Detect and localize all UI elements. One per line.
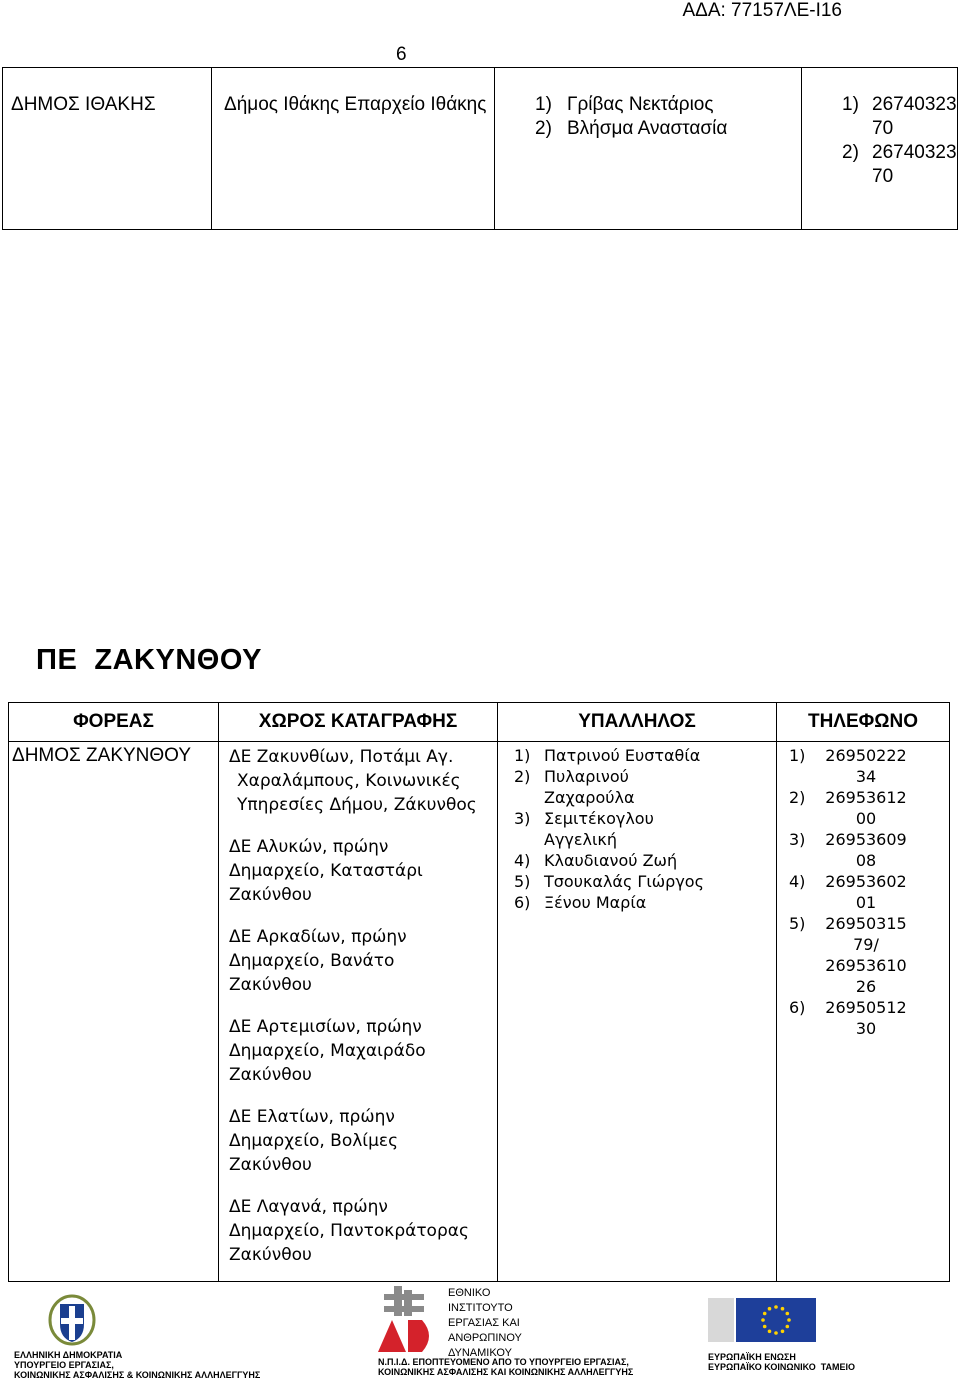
phone-value xyxy=(819,913,913,997)
section-title: ΠΕ ΖΑΚΥΝΘΟΥ xyxy=(36,644,262,676)
item-number: 3) xyxy=(514,809,531,828)
phone-line: 26950315 xyxy=(825,914,907,933)
location-line: Δημαρχείο, Βανάτο xyxy=(229,951,395,971)
item-number: 1) xyxy=(789,746,806,765)
header-tilefono: ΤΗΛΕΦΩΝΟ xyxy=(777,703,950,742)
eu-star-icon xyxy=(768,1330,772,1334)
foreas-cell xyxy=(3,68,212,230)
location-line: Δημαρχείο, Παντοκράτορας xyxy=(229,1221,469,1241)
location-entry xyxy=(229,835,497,907)
item-number: 5) xyxy=(514,872,531,891)
employee-name: Κλαυδιανού Ζωή xyxy=(544,851,678,870)
list-item xyxy=(514,850,776,871)
list-item xyxy=(789,871,949,913)
phone-line: 26 xyxy=(855,977,877,996)
phone-value xyxy=(819,997,913,1039)
list-item xyxy=(842,141,957,189)
employees-cell xyxy=(498,742,777,1282)
location-line: Ζακύνθου xyxy=(229,885,312,905)
header-foreas: ΦΟΡΕΑΣ xyxy=(9,703,219,742)
phone-value xyxy=(819,871,913,913)
list-item xyxy=(789,997,949,1039)
employee-name: Σεμιτέκογλου xyxy=(544,809,654,828)
caption-line: ΚΟΙΝΩΝΙΚΗΣ ΑΣΦΑΛΙΣΗΣ & ΚΟΙΝΩΝΙΚΗΣ ΑΛΛΗΛΕΓΓΥΗΣ xyxy=(14,1370,261,1380)
location-line: ΔΕ Αρτεμισίων, πρώην xyxy=(229,1017,422,1037)
employee-list xyxy=(535,93,801,141)
eu-star-icon xyxy=(786,1312,790,1316)
item-number: 5) xyxy=(789,914,806,933)
phone-value xyxy=(819,787,913,829)
phone-line: 26950222 xyxy=(825,746,907,765)
phone-line: 30 xyxy=(855,1019,877,1038)
item-number: 2) xyxy=(789,788,806,807)
phone-line: 26953612 xyxy=(825,788,907,807)
eu-star-icon xyxy=(763,1325,767,1329)
location-line: ΔΕ Αλυκών, πρώην xyxy=(229,837,389,857)
location-entry xyxy=(229,745,497,817)
item-number: 3) xyxy=(789,830,806,849)
xoros-text: Δήμος Ιθάκης Επαρχείο Ιθάκης xyxy=(224,94,487,115)
eu-star-icon xyxy=(768,1307,772,1311)
location-line: Ζακύνθου xyxy=(229,1155,312,1175)
list-item xyxy=(535,117,801,141)
eu-star-icon xyxy=(763,1312,767,1316)
item-number: 6) xyxy=(789,998,806,1017)
list-item xyxy=(789,829,949,871)
location-line: Χαραλάμπους, Κοινωνικές xyxy=(237,771,461,791)
phone-line: 08 xyxy=(855,851,877,870)
location-line: Δημαρχείο, Βολίμες xyxy=(229,1131,399,1151)
employee-name: Πυλαρινού xyxy=(544,767,629,786)
employee-list xyxy=(514,745,776,913)
eu-star-icon xyxy=(787,1318,791,1322)
eu-star-icon xyxy=(774,1331,778,1335)
institute-name xyxy=(448,1286,522,1361)
location-line: ΔΕ Λαγανά, πρώην xyxy=(229,1197,388,1217)
table-row xyxy=(3,68,958,230)
top-table xyxy=(2,67,958,230)
location-line: ΔΕ Ζακυνθίων, Ποτάμι Αγ. xyxy=(229,747,454,767)
institute-line: ΔΥΝΑΜΙΚΟΥ xyxy=(448,1347,512,1359)
page-number: 6 xyxy=(396,44,407,65)
institute-line: ΙΝΣΤΙΤΟΥΤΟ xyxy=(448,1302,513,1314)
item-number: 2) xyxy=(535,118,552,139)
phones-cell xyxy=(777,742,950,1282)
phone-part-b: 70 xyxy=(872,166,894,187)
location-line: Υπηρεσίες Δήμου, Ζάκυνθος xyxy=(237,795,477,815)
location-entry xyxy=(229,925,497,997)
institute-line: ΕΡΓΑΣΙΑΣ ΚΑΙ xyxy=(448,1317,520,1329)
employee-name: Πατρινού Ευσταθία xyxy=(544,746,701,765)
list-item xyxy=(514,871,776,892)
zakynthos-table xyxy=(8,702,950,1282)
location-line: Δημαρχείο, Καταστάρι xyxy=(229,861,423,881)
phone-value xyxy=(872,141,957,189)
foreas-text: ΔΗΜΟΣ ΙΘΑΚΗΣ xyxy=(11,94,156,115)
phone-line: 00 xyxy=(855,809,877,828)
location-entry xyxy=(229,1105,497,1177)
phone-list xyxy=(842,93,957,189)
item-number: 2) xyxy=(842,142,859,163)
item-number: 1) xyxy=(535,94,552,115)
caption-line: ΥΠΟΥΡΓΕΙΟ ΕΡΓΑΣΙΑΣ, xyxy=(14,1360,114,1370)
header-ypallilos: ΥΠΑΛΛΗΛΟΣ xyxy=(498,703,777,742)
institute-caption xyxy=(378,1357,633,1377)
list-item xyxy=(514,808,776,829)
item-number: 4) xyxy=(789,872,806,891)
caption-line: ΚΟΙΝΩΝΙΚΗΣ ΑΣΦΑΛΙΣΗΣ ΚΑΙ ΚΟΙΝΩΝΙΚΗΣ ΑΛΛΗΛΕΓΓΥΗΣ xyxy=(378,1367,634,1377)
eu-star-icon xyxy=(774,1305,778,1309)
eu-star-icon xyxy=(781,1307,785,1311)
phone-line: 79/ xyxy=(853,935,879,954)
table-row xyxy=(9,742,950,1282)
eu-caption xyxy=(708,1352,855,1372)
list-item-continuation: Αγγελική xyxy=(544,830,617,849)
header-xoros: ΧΩΡΟΣ ΚΑΤΑΓΡΑΦΗΣ xyxy=(219,703,498,742)
phone-line: 26950512 xyxy=(825,998,907,1017)
caption-line: ΕΛΛΗΝΙΚΗ ΔΗΜΟΚΡΑΤΙΑ xyxy=(14,1350,123,1360)
location-entry xyxy=(229,1195,497,1267)
caption-line: ΕΥΡΩΠΑΪΚΗ ΕΝΩΣΗ xyxy=(708,1352,796,1362)
employee-cell xyxy=(495,68,802,230)
phone-line: 26953609 xyxy=(825,830,907,849)
phone-part-b: 70 xyxy=(872,118,894,139)
ministry-caption xyxy=(14,1350,260,1380)
item-number: 6) xyxy=(514,893,531,912)
list-item xyxy=(535,93,801,117)
employee-name: Ξένου Μαρία xyxy=(544,893,647,912)
foreas-cell xyxy=(9,742,219,1282)
employee-name: Βλήσμα Αναστασία xyxy=(567,118,728,139)
item-number: 4) xyxy=(514,851,531,870)
phone-value xyxy=(819,745,913,787)
phone-part-a: 26740323 xyxy=(872,142,957,163)
phone-line: 34 xyxy=(855,767,877,786)
greek-coat-of-arms-icon xyxy=(48,1294,96,1346)
item-number: 2) xyxy=(514,767,531,786)
location-line: Ζακύνθου xyxy=(229,975,312,995)
eu-star-icon xyxy=(761,1318,765,1322)
eu-flag-icon xyxy=(708,1292,818,1350)
document-id: ΑΔΑ: 77157ΛΕ-Ι16 xyxy=(682,0,842,21)
locations-cell xyxy=(219,742,498,1282)
phone-line: 26953602 xyxy=(825,872,907,891)
list-item xyxy=(514,766,776,787)
list-item xyxy=(842,93,957,141)
eiead-logo-icon xyxy=(378,1286,442,1354)
list-item xyxy=(789,745,949,787)
item-number: 1) xyxy=(514,746,531,765)
foreas-text: ΔΗΜΟΣ ΖΑΚΥΝΘΟΥ xyxy=(12,745,192,766)
phone-list xyxy=(789,745,949,1039)
employee-name: Γρίβας Νεκτάριος xyxy=(567,94,714,115)
phone-cell xyxy=(802,68,958,230)
location-line: Ζακύνθου xyxy=(229,1065,312,1085)
list-item xyxy=(514,892,776,913)
phone-value xyxy=(872,93,957,141)
institute-line: ΑΝΘΡΩΠΙΝΟΥ xyxy=(448,1332,522,1344)
phone-line: 01 xyxy=(855,893,877,912)
phone-value xyxy=(819,829,913,871)
location-line: ΔΕ Ελατίων, πρώην xyxy=(229,1107,395,1127)
eu-star-icon xyxy=(786,1325,790,1329)
phone-part-a: 26740323 xyxy=(872,94,957,115)
location-entry xyxy=(229,1015,497,1087)
phone-line: 26953610 xyxy=(825,956,907,975)
xoros-cell xyxy=(212,68,495,230)
eu-star-icon xyxy=(781,1330,785,1334)
location-line: ΔΕ Αρκαδίων, πρώην xyxy=(229,927,407,947)
location-line: Δημαρχείο, Μαχαιράδο xyxy=(229,1041,426,1061)
list-item xyxy=(789,913,949,997)
employee-name: Τσουκαλάς Γιώργος xyxy=(544,872,704,891)
list-item-continuation: Ζαχαρούλα xyxy=(544,788,635,807)
caption-line: Ν.Π.Ι.Δ. ΕΠΟΠΤΕΥΟΜΕΝΟ ΑΠΟ ΤΟ ΥΠΟΥΡΓΕΙΟ ΕΡΓΑΣΙΑΣ, xyxy=(378,1357,629,1367)
caption-line: ΕΥΡΩΠΑΪΚΟ ΚΟΙΝΩΝΙΚΟ ΤΑΜΕΙΟ xyxy=(708,1362,856,1372)
list-item xyxy=(514,745,776,766)
location-line: Ζακύνθου xyxy=(229,1245,312,1265)
institute-line: ΕΘΝΙΚΟ xyxy=(448,1287,491,1299)
item-number: 1) xyxy=(842,94,859,115)
table-header-row xyxy=(9,703,950,742)
list-item xyxy=(789,787,949,829)
